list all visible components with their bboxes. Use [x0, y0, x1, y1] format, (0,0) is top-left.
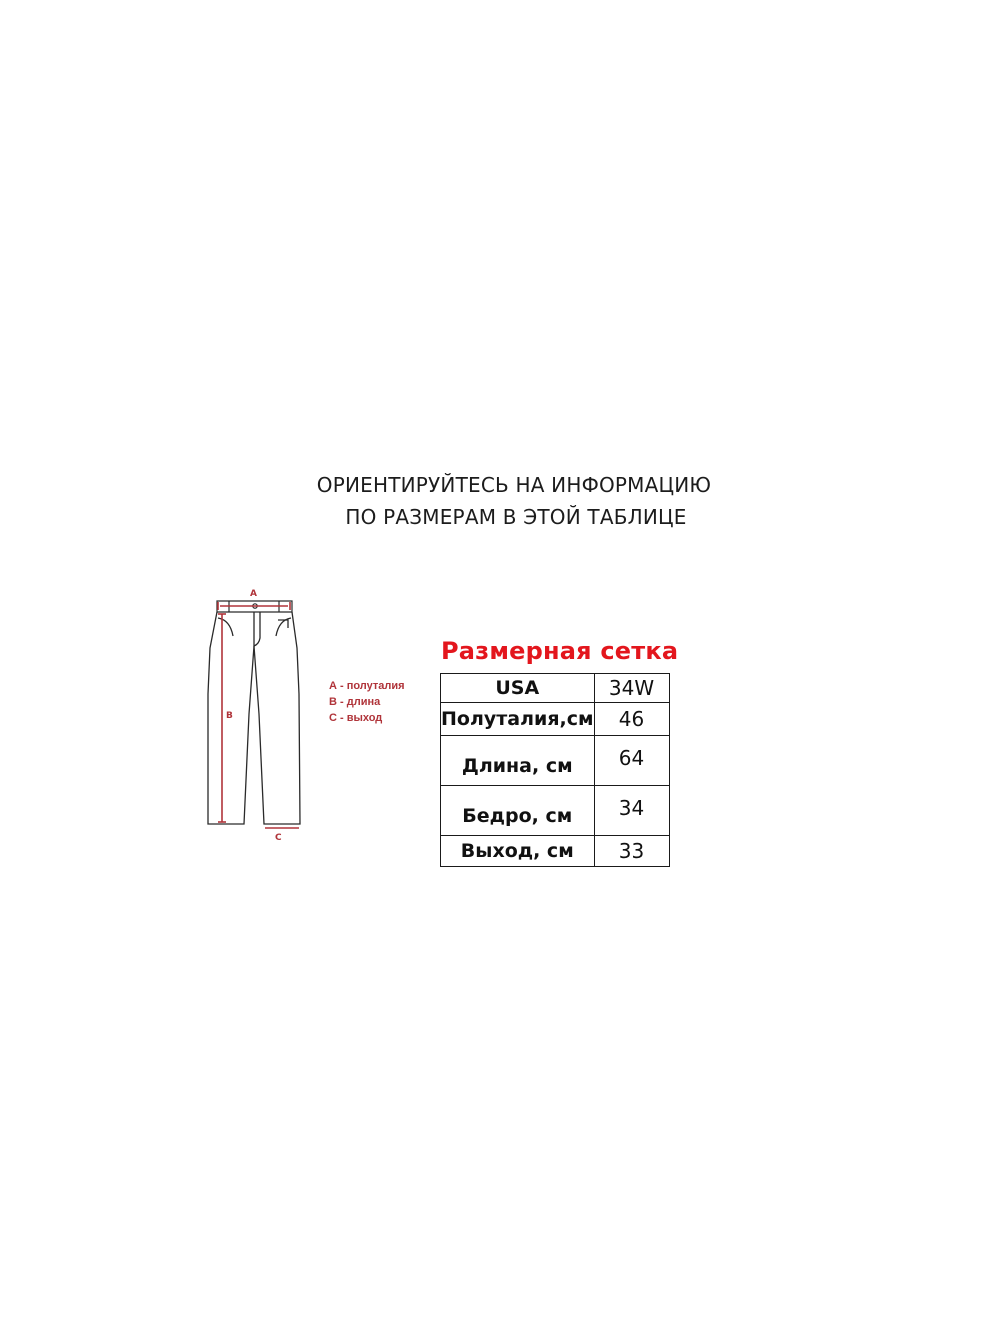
row-value: 46 — [594, 703, 669, 736]
legend-item-a: А - полуталия — [329, 680, 405, 692]
headline-line-2: ПО РАЗМЕРАМ В ЭТОЙ ТАБЛИЦЕ — [345, 505, 687, 529]
table-row — [441, 674, 670, 703]
row-value: 34 — [594, 786, 669, 836]
table-row — [441, 786, 670, 836]
row-label: Выход, см — [441, 836, 595, 867]
row-label: Полуталия,см — [441, 703, 595, 736]
pants-diagram — [196, 584, 326, 846]
table-row — [441, 703, 670, 736]
measure-legend — [329, 678, 405, 726]
row-value: 33 — [594, 836, 669, 867]
row-value: 64 — [594, 736, 669, 786]
size-table — [440, 673, 670, 867]
row-label: Длина, см — [441, 736, 595, 786]
row-value: 34W — [594, 674, 669, 703]
label-b: B — [226, 711, 233, 721]
legend-item-b: В - длина — [329, 696, 381, 708]
size-chart-title: Размерная сетка — [441, 637, 679, 665]
label-a: A — [250, 589, 257, 599]
table-row — [441, 736, 670, 786]
label-c: C — [275, 833, 282, 843]
headline-line-1: ОРИЕНТИРУЙТЕСЬ НА ИНФОРМАЦИЮ — [316, 473, 712, 497]
row-label: Бедро, см — [441, 786, 595, 836]
legend-item-c: С - выход — [329, 712, 383, 724]
row-label: USA — [441, 674, 595, 703]
table-row — [441, 836, 670, 867]
